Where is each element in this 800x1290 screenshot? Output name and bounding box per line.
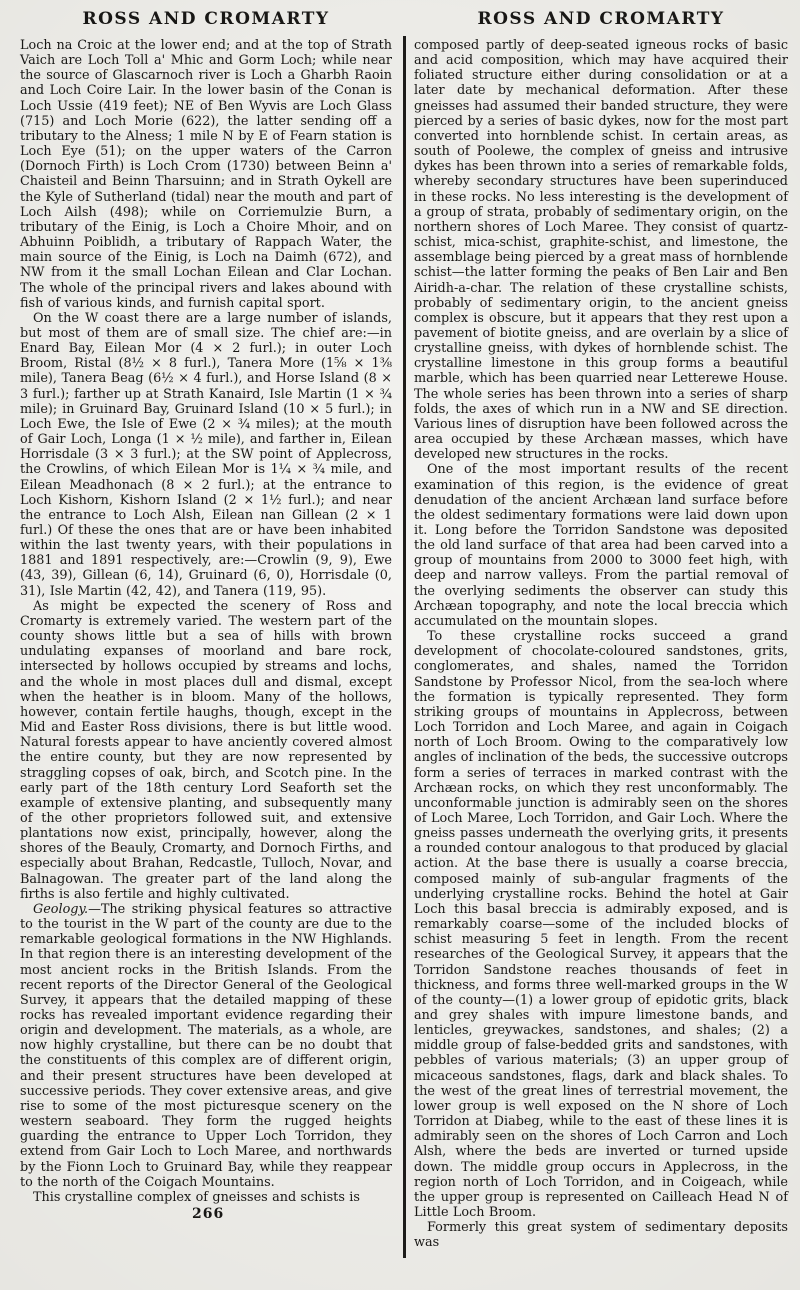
running-head-left: ROSS AND CROMARTY: [82, 9, 330, 29]
column-divider-rule: [403, 36, 406, 1258]
left-column: [20, 9, 392, 1222]
geology-lead-in: Geology.: [33, 901, 89, 917]
right-column: [414, 9, 788, 1251]
paragraph-denudation: One of the most important results of the recent examination of this region, is the evidence of great denudation of the ancient Archæan land surface before the oldest sedimentary formations were laid down upon it. Long before the Torridon Sandstone was deposited the old land surface of that area had been carved into a group of mountains from 2000 to 3000 feet high, with deep and narrow valleys. From the partial removal of the overlying sediments the observer can study this Archæan topography, and note the local breccia which accumulated on the mountain slopes.: [414, 462, 788, 629]
geology-body: —The striking physical features so attractive to the tourist in the W part of the county are due to the remarkable geological formations in the NW Highlands. In that region there is an interesting development of the most ancient rocks in the British Islands. From the recent reports of the Director General of the Geological Survey, it appears that the detailed mapping of these rocks has revealed important evidence regarding their origin and development. The materials, as a whole, are now highly crystalline, but there can be no doubt that the constituents of this complex are of different origin, and their present structures have been developed at successive periods. They cover extensive areas, and give rise to some of the most picturesque scenery on the western seaboard. They form the rugged heights guarding the entrance to Upper Loch Torridon, they extend from Gair Loch to Loch Maree, and northwards by the Fionn Loch to Gruinard Bay, while they reappear to the north of the Coigach Mountains.: [20, 901, 392, 1190]
paragraph-crystalline-start: This crystalline complex of gneisses and schists is: [33, 1189, 360, 1205]
paragraph-scenery: As might be expected the scenery of Ross and Cromarty is extremely varied. The western part of the county shows little but a sea of hills with brown undulating expanses of moorland and bare rock, intersected by hollows occupied by streams and lochs, and the whole in most places dull and dismal, except when the heather is in bloom. Many of the hollows, however, contain fertile haughs, though, except in the Mid and Easter Ross divisions, there is but little wood. Natural forests appear to have anciently covered almost the entire county, but they are now represented by straggling copses of oak, birch, and Scotch pine. In the early part of the 18th century Lord Seaforth set the example of extensive planting, and subsequently many of the other proprietors followed suit, and extensive plantations now exist, principally, however, along the shores of the Beauly, Cromarty, and Dornoch Firths, and especially about Brahan, Redcastle, Tulloch, Novar, and Balnagowan. The greater part of the land along the firths is also fertile and highly cultivated.: [20, 598, 392, 902]
running-head-right: ROSS AND CROMARTY: [477, 9, 725, 29]
paragraph-islands: On the W coast there are a large number of islands, but most of them are of small size. The chief are:—in Enard Bay, Eilean Mor (4 × 2 furl.); in outer Loch Broom, Ristal (8½ × 8 furl.), Tanera More (1⅝ × 1⅜ mile), Tanera Beag (6½ × 4 furl.), and Horse Island (8 × 3 furl.); farther up at Strath Kanaird, Isle Martin (1 × ¾ mile); in Gruinard Bay, Gruinard Island (10 × 5 furl.); in Loch Ewe, the Isle of Ewe (2 × ¾ miles); at the mouth of Gair Loch, Longa (1 × ½ mile), and farther in, Eilean Horrisdale (3 × 3 furl.); at the SW point of Applecross, the Crowlins, of which Eilean Mor is 1¼ × ¾ mile, and Eilean Meadhonach (8 × 2 furl.); at the entrance to Loch Kishorn, Kishorn Island (2 × 1½ furl.); and near the entrance to Loch Alsh, Eilean nan Gillean (2 × 1 furl.) Of these the ones that are or have been inhabited within the last twenty years, with their populations in 1881 and 1891 respectively, are:—Crowlin (9, 9), Ewe (43, 39), Gillean (6, 14), Gruinard (6, 0), Horrisdale (0, 31), Isle Martin (42, 42), and Tanera (119, 95).: [20, 310, 392, 599]
paragraph-lochs-continued: Loch na Croic at the lower end; and at the top of Strath Vaich are Loch Toll a' Mhic and Gorm Loch; while near the source of Glascarnoch river is Loch a Gharbh Raoin and Loch Coire Lair. In the lower basin of the Conan is Loch Ussie (419 feet); NE of Ben Wyvis are Loch Glass (715) and Loch Morie (622), the latter sending off a tributary to the Alness; 1 mile N by E of Fearn station is Loch Eye (51); on the upper waters of the Carron (Dornoch Firth) is Loch Crom (1730) between Beinn a' Chaisteil and Beinn Tharsuinn; and in Strath Oykell are the Kyle of Sutherland (tidal) near the mouth and part of Loch Ailsh (498); while on Corriemulzie Burn, a tributary of the Einig, is Loch a Choire Mhoir, and on Abhuinn Poiblidh, a tributary of Rappach Water, the main source of the Einig, is Loch na Daimh (672), and NW from it the small Lochan Eilean and Clar Lochan. The whole of the principal rivers and lakes abound with fish of various kinds, and furnish capital sport.: [20, 38, 392, 311]
paragraph-geology: [20, 902, 392, 1190]
paragraph-torridon-sandstone: To these crystalline rocks succeed a grand development of chocolate-coloured sandstones, grits, conglomerates, and shales, named the Torridon Sandstone by Professor Nicol, from the sea-loch where the formation is typically represented. They form striking groups of mountains in Applecross, between Loch Torridon and Loch Maree, and again in Coigach north of Loch Broom. Owing to the comparatively low angles of inclination of the beds, the successive outcrops form a series of terraces in marked contrast with the Archæan rocks, on which they rest unconformably. The unconformable junction is admirably seen on the shores of Loch Maree, Loch Torridon, and Gair Loch. Where the gneiss passes underneath the overlying grits, it presents a rounded contour analogous to that produced by glacial action. At the base there is usually a coarse breccia, composed mainly of sub-angular fragments of the underlying crystalline rocks. Behind the hotel at Gair Loch this basal breccia is admirably exposed, and is remarkably coarse—some of the included blocks of schist measuring 5 feet in length. From the recent researches of the Geological Survey, it appears that the Torridon Sandstone reaches thousands of feet in thickness, and forms three well-marked groups in the W of the county—(1) a lower group of epidotic grits, black and grey shales with impure limestone bands, and lenticles, greywackes, sandstones, and shales; (2) a middle group of false-bedded grits and sandstones, with pebbles of various materials; (3) an upper group of micaceous sandstones, flags, dark and black shales. To the west of the great lines of terrestrial movement, the lower group is well exposed on the N shore of Loch Torridon at Diabeg, while to the east of these lines it is admirably seen on the shores of Loch Carron and Loch Alsh, where the beds are inverted or turned upside down. The middle group occurs in Applecross, in the region north of Loch Torridon, and in Coigeach, while the upper group is represented on Cailleach Head N of Little Loch Broom.: [414, 629, 788, 1221]
paragraph-gneiss-continued: composed partly of deep-seated igneous rocks of basic and acid composition, which may have acquired their foliated structure either during consolidation or at a later date by mechanical deformation. After these gneisses had assumed their banded structure, they were pierced by a series of basic dykes, now for the most part converted into hornblende schist. In certain areas, as south of Poolewe, the complex of gneiss and intrusive dykes has been thrown into a series of remarkable folds, whereby secondary structures have been superinduced in these rocks. No less interesting is the development of a group of strata, probably of sedimentary origin, on the northern shores of Loch Maree. They consist of quartz-schist, mica-schist, graphite-schist, and limestone, the assemblage being pierced by a great mass of hornblende schist—the latter forming the peaks of Ben Lair and Ben Airidh-a-char. The relation of these crystalline schists, probably of sedimentary origin, to the ancient gneiss complex is obscure, but it appears that they rest upon a pavement of biotite gneiss, and are overlain by a slice of crystalline gneiss, with dykes of hornblende schist. The crystalline limestone in this group forms a beautiful marble, which has been quarried near Letterewe House. The whole series has been thrown into a series of sharp folds, the axes of which run in a NW and SE direction. Various lines of disruption have been followed across the area occupied by these Archæan masses, which have developed new structures in the rocks.: [414, 38, 788, 463]
paragraph-formerly-start: Formerly this great system of sedimentary deposits was: [414, 1220, 788, 1251]
page-number: 266: [192, 1206, 225, 1223]
